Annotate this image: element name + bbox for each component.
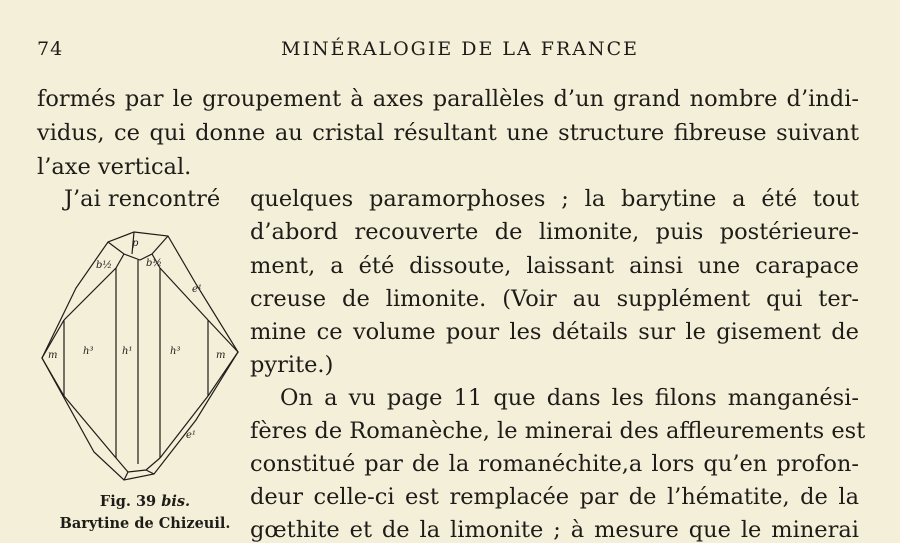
page-number: 74 xyxy=(37,38,64,60)
face-label-p: p xyxy=(132,238,139,249)
face-label-m-left: m xyxy=(48,350,58,361)
text-line: vidus, ce qui donne au cristal résultant une structure fibreuse suivant xyxy=(37,120,859,146)
text-line: pyrite.) xyxy=(250,352,334,378)
face-label-e1-bottom: e¹ xyxy=(186,430,196,441)
face-label-m-right: m xyxy=(216,350,226,361)
text-line: formés par le groupement à axes parallèles d’un grand nombre d’indi- xyxy=(37,86,859,112)
text-line: gœthite et de la limonite ; à mesure que le minerai xyxy=(250,517,859,543)
text-line: l’axe vertical. xyxy=(37,154,192,180)
face-label-e1-top: e¹ xyxy=(192,284,202,295)
face-label-b-left: b½ xyxy=(96,260,113,271)
text-line: fères de Romanèche, le minerai des affleurements est xyxy=(250,418,866,444)
text-line: constitué par de la romanéchite,a lors qu’en profon- xyxy=(250,451,859,477)
text-line: ment, a été dissoute, laissant ainsi une carapace xyxy=(250,253,859,279)
face-label-h3-right: h³ xyxy=(170,346,181,357)
running-head: MINÉRALOGIE DE LA FRANCE xyxy=(280,38,640,60)
figure-number-text: Fig. 39 xyxy=(99,493,157,510)
text-line: deur celle-ci est remplacée par de l’hématite, de la xyxy=(250,484,859,510)
text-line: creuse de limonite. (Voir au supplément qui ter- xyxy=(250,286,859,312)
face-label-b-right: b½ xyxy=(146,258,163,269)
barytine-crystal-drawing xyxy=(36,224,246,492)
crystal-figure xyxy=(36,224,246,492)
face-label-h1: h¹ xyxy=(122,346,133,357)
text-line: quelques paramorphoses ; la barytine a été tout xyxy=(250,186,859,212)
figure-caption: Barytine de Chizeuil. xyxy=(59,515,231,532)
text-line: d’abord recouverte de limonite, puis postérieure- xyxy=(250,219,859,245)
text-line: mine ce volume pour les détails sur le gisement de xyxy=(250,319,859,345)
figure-number xyxy=(40,493,250,510)
face-label-h3-left: h³ xyxy=(83,346,94,357)
figure-number-suffix: bis. xyxy=(161,493,191,510)
text-line: On a vu page 11 que dans les filons manganési- xyxy=(280,385,859,411)
paragraph-lead: J’ai rencontré xyxy=(64,186,221,212)
